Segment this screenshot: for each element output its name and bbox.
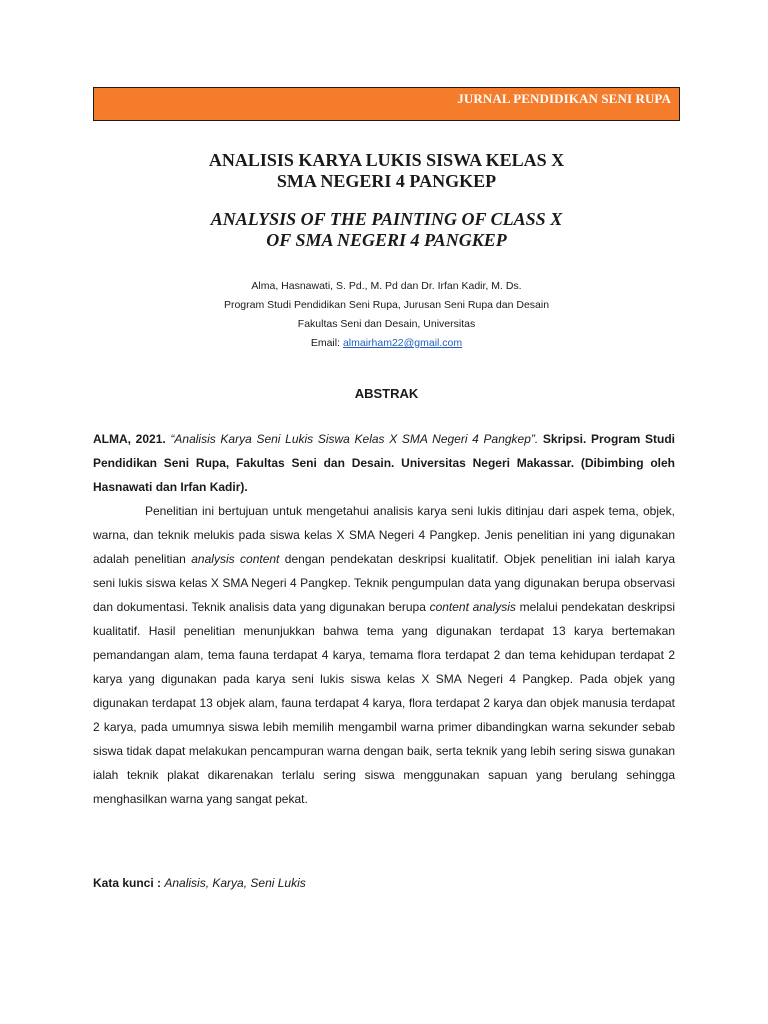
- keywords-label: Kata kunci :: [93, 876, 165, 890]
- title-english: [93, 209, 680, 251]
- citation-details: Skripsi. Program Studi Pendidikan Seni Rupa, Fakultas Seni dan Desain. Universitas Negeri Makassar. (Dibimbing oleh Hasnawati dan Irfan Kadir).: [93, 432, 675, 494]
- title-indonesian: [93, 150, 680, 192]
- abstract-italic-1: analysis content: [191, 552, 280, 566]
- author-faculty: Fakultas Seni dan Desain, Universitas: [297, 318, 476, 330]
- author-info: [93, 277, 680, 353]
- abstract-italic-2: content analysis: [429, 600, 516, 614]
- citation-author: ALMA, 2021.: [93, 432, 166, 446]
- abstract-paragraph: [93, 499, 675, 811]
- journal-name: JURNAL PENDIDIKAN SENI RUPA: [457, 91, 671, 106]
- title-id-line-1: ANALISIS KARYA LUKIS SISWA KELAS X: [208, 150, 565, 170]
- email-label: Email:: [310, 337, 343, 349]
- abstract-heading: ABSTRAK: [354, 386, 419, 401]
- abstract-text-1: Penelitian ini bertujuan untuk mengetahui analisis karya seni lukis ditinjau dari aspek tema, objek, warna, dan teknik melukis pada siswa kelas X SMA Negeri 4 Pangkep. Jenis penelitian ini yang digunakan adalah penelitian: [93, 504, 675, 566]
- journal-header-bar: [93, 87, 680, 121]
- abstract-text-3: melalui pendekatan deskripsi kualitatif. Hasil penelitian menunjukkan bahwa tema yang digunakan terdapat 13 karya bertemakan pemandangan alam, tema fauna terdapat 4 karya, temama flora terdapat 2 dan tema kehidupan terdapat 2 karya yang digunakan pada karya seni lukis siswa kelas X SMA Negeri 4 Pangkep. Pada objek yang digunakan terdapat 13 objek alam, fauna terdapat 4 karya, flora terdapat 2 karya dan objek manusia terdapat 2 karya, pada umumnya siswa lebih memilih mengambil warna primer dibandingkan warna sekunder sebab siswa tidak dapat melakukan pencampuran warna dengan baik, serta teknik yang lebih sering siswa gunakan ialah teknik plakat dikarenakan terlalu sering siswa menggunakan sapuan yang berulang sehingga menghasilkan warna yang sangat pekat.: [93, 600, 675, 806]
- title-en-line-2: OF SMA NEGERI 4 PANGKEP: [266, 230, 507, 250]
- keywords-line: [93, 871, 675, 895]
- author-program: Program Studi Pendidikan Seni Rupa, Jurusan Seni Rupa dan Desain: [223, 299, 550, 311]
- email-link[interactable]: almairham22@gmail.com: [342, 337, 463, 349]
- author-names: Alma, Hasnawati, S. Pd., M. Pd dan Dr. Irfan Kadir, M. Ds.: [251, 280, 522, 292]
- citation-title: “Analisis Karya Seni Lukis Siswa Kelas X SMA Negeri 4 Pangkep”.: [170, 432, 539, 446]
- title-en-line-1: ANALYSIS OF THE PAINTING OF CLASS X: [210, 209, 563, 229]
- abstract-citation: [93, 427, 675, 499]
- keywords-values: Analisis, Karya, Seni Lukis: [164, 876, 306, 890]
- title-id-line-2: SMA NEGERI 4 PANGKEP: [276, 171, 497, 191]
- author-email-line: [93, 334, 680, 353]
- abstract-text-2: dengan pendekatan deskripsi kualitatif. Objek penelitian ini ialah karya seni lukis siswa kelas X SMA Negeri 4 Pangkep. Teknik pengumpulan data yang digunakan berupa observasi dan dokumentasi. Teknik analisis data yang digunakan berupa: [93, 552, 676, 614]
